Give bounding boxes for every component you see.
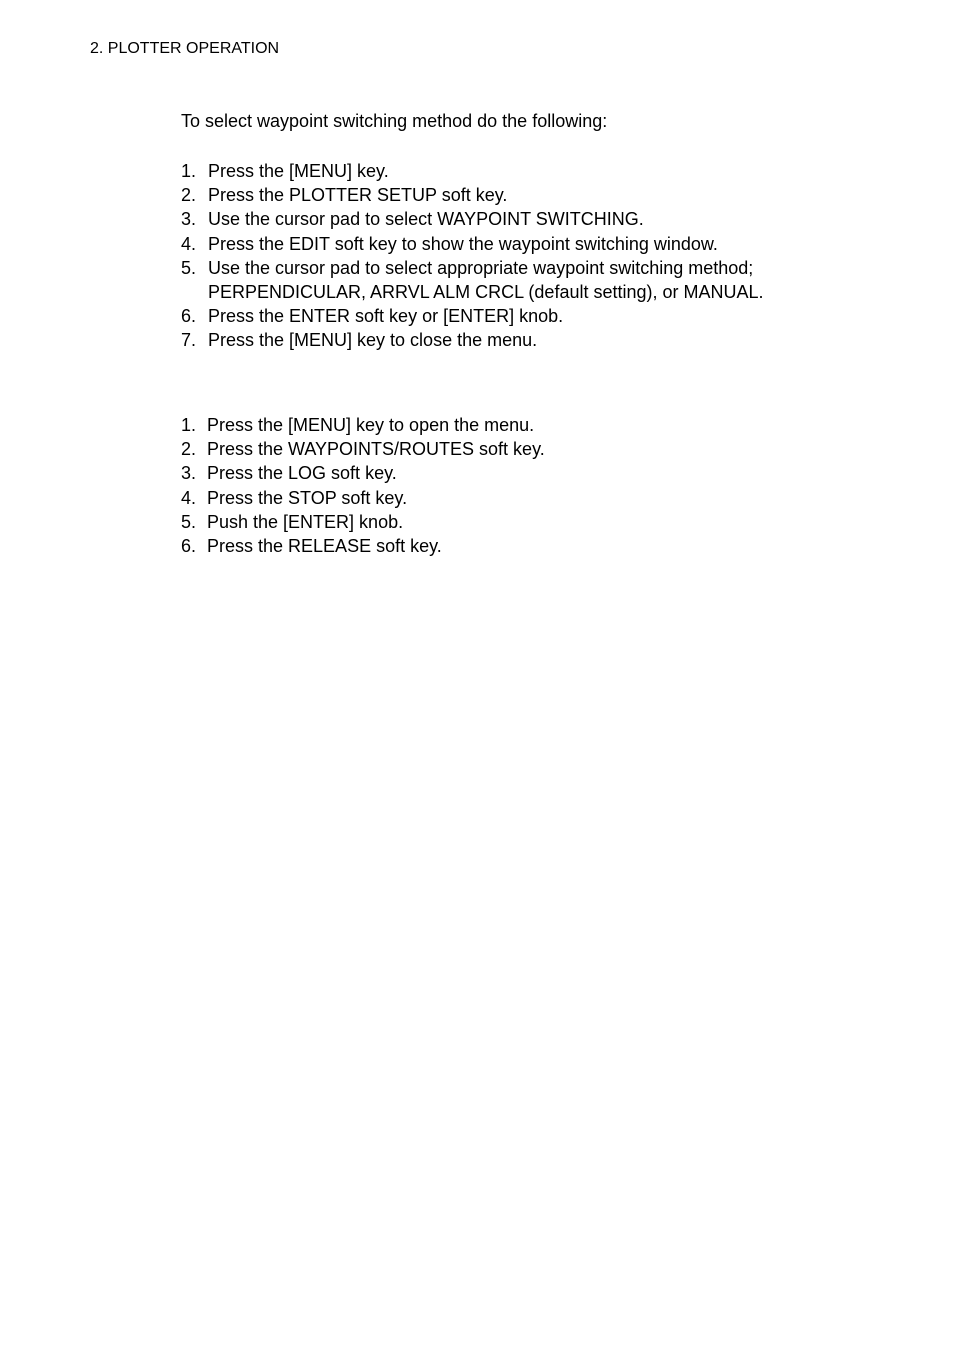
step-line: Press the [MENU] key. xyxy=(208,161,389,181)
step-text xyxy=(208,207,644,231)
step-number: 7. xyxy=(181,330,197,351)
stop-log-steps xyxy=(181,413,545,558)
step-number: 6. xyxy=(181,306,197,327)
step-number: 1. xyxy=(181,415,197,435)
step-text xyxy=(208,159,389,183)
list-item xyxy=(181,256,764,304)
step-number: 2. xyxy=(181,439,197,460)
step-text: Press the LOG soft key. xyxy=(207,463,397,484)
list-item xyxy=(181,159,764,183)
list-item xyxy=(181,413,545,437)
step-number: 2. xyxy=(181,185,197,206)
waypoint-switching-steps xyxy=(181,159,764,353)
step-text: Press the WAYPOINTS/ROUTES soft key. xyxy=(207,439,545,460)
step-line: Use the cursor pad to select WAYPOINT SWITCHING. xyxy=(208,209,644,230)
step-line: Press the EDIT soft key to show the waypoint switching window. xyxy=(208,233,718,254)
step-line: Use the cursor pad to select appropriate waypoint switching method; xyxy=(208,257,754,278)
step-text xyxy=(208,232,718,256)
step-text: Press the [MENU] key to open the menu. xyxy=(207,415,535,435)
step-text xyxy=(208,256,764,304)
step-number: 4. xyxy=(181,233,197,254)
list-item xyxy=(181,510,545,534)
list-item xyxy=(181,232,764,256)
list-item xyxy=(181,304,764,328)
list-item xyxy=(181,207,764,231)
step-number: 5. xyxy=(181,257,197,278)
step-text: Press the RELEASE soft key. xyxy=(207,536,442,557)
step-line: Press the ENTER soft key or [ENTER] knob. xyxy=(208,306,564,327)
step-line: Press the [MENU] key to close the menu. xyxy=(208,330,538,351)
list-item xyxy=(181,486,545,510)
step-text: Push the [ENTER] knob. xyxy=(207,511,404,532)
step-number: 6. xyxy=(181,536,197,557)
step-number: 3. xyxy=(181,209,197,230)
step-text xyxy=(208,304,563,328)
step-number: 3. xyxy=(181,463,197,484)
step-text xyxy=(208,183,507,207)
list-item xyxy=(181,437,545,461)
step-line: Press the PLOTTER SETUP soft key. xyxy=(208,185,508,206)
list-item xyxy=(181,183,764,207)
step-text xyxy=(208,328,537,352)
step-text: Press the STOP soft key. xyxy=(207,487,408,508)
step-number: 5. xyxy=(181,511,197,532)
step-number: 1. xyxy=(181,161,197,181)
list-item xyxy=(181,461,545,485)
step-line: PERPENDICULAR, ARRVL ALM CRCL (default setting), or MANUAL. xyxy=(208,282,764,303)
running-header: 2. PLOTTER OPERATION xyxy=(90,40,280,57)
intro-paragraph: To select waypoint switching method do the following: xyxy=(181,111,608,131)
list-item xyxy=(181,328,764,352)
step-number: 4. xyxy=(181,487,197,508)
list-item xyxy=(181,534,545,558)
